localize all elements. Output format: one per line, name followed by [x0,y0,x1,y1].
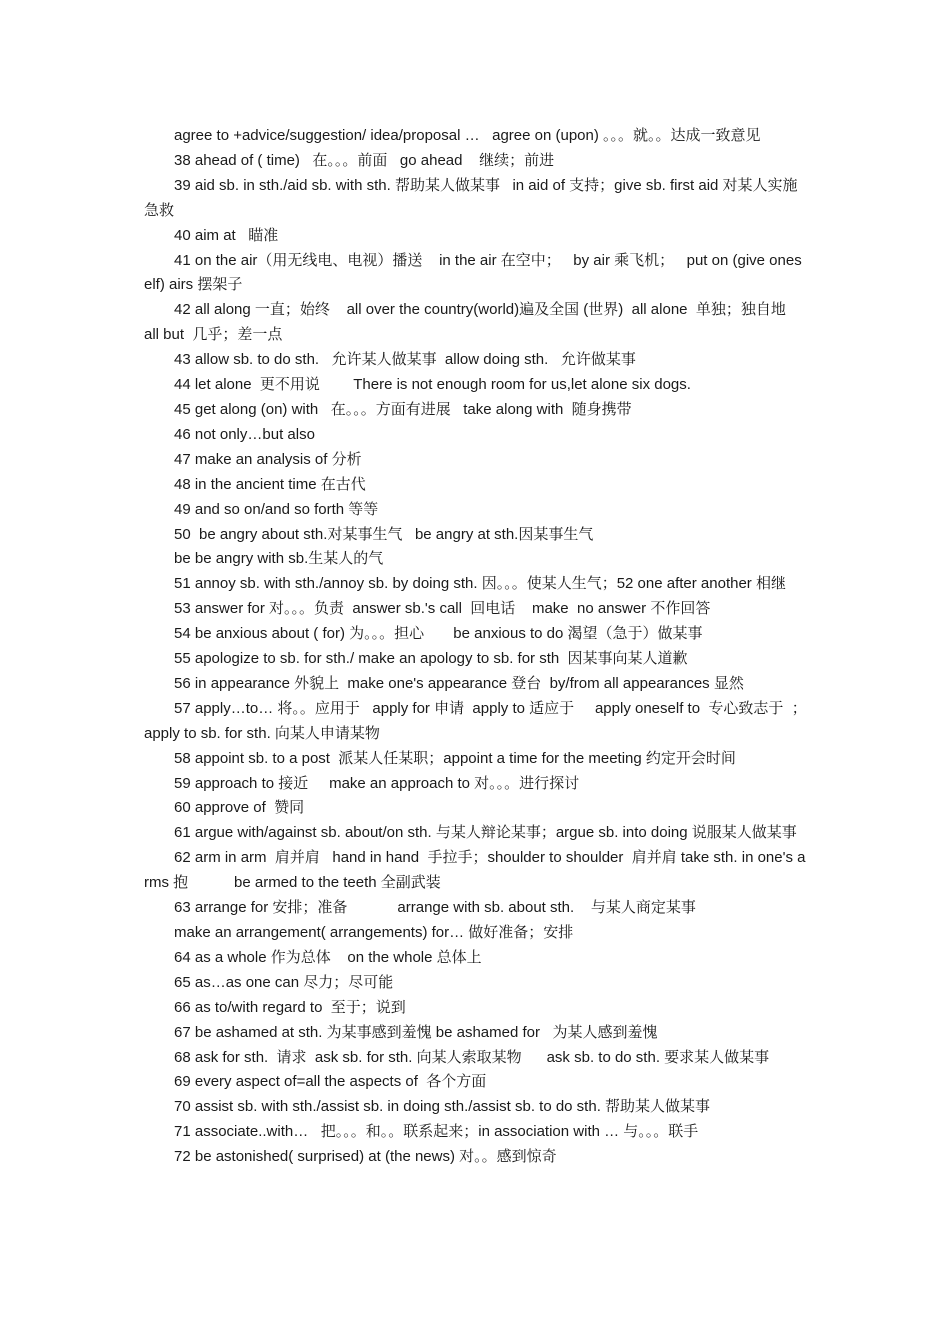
text-line: 66 as to/with regard to 至于；说到 [174,998,406,1016]
text-line: 58 appoint sb. to a post 派某人任某职；appoint a time for the meeting 约定开会时间 [174,749,736,767]
text-line: 44 let alone 更不用说 There is not enough room for us,let alone six dogs. [174,376,691,394]
text-line: 48 in the ancient time 在古代 [174,475,366,493]
text-line: 38 ahead of ( time) 在。。。前面 go ahead 继续；前进 [174,151,555,169]
text-line: 43 allow sb. to do sth. 允许某人做某事 allow doing sth. 允许做某事 [174,351,636,369]
text-line: 46 not only…but also [174,425,315,443]
text-line: 42 all along 一直；始终 all over the country(world)遍及全国 (世界) all alone 单独；独自地 all but 几乎；差一点 [144,301,803,344]
text-line: 60 approve of 赞同 [174,799,305,817]
text-line: 70 assist sb. with sth./assist sb. in doing sth./assist sb. to do sth. 帮助某人做某事 [174,1098,711,1116]
text-line: 39 aid sb. in sth./aid sb. with sth. 帮助某人做某事 in aid of 支持；give sb. first aid 对某人实施急救 [144,176,798,219]
text-line: 72 be astonished( surprised) at (the news) 对。。感到惊奇 [174,1148,557,1166]
text-line: 40 aim at 瞄准 [174,226,279,244]
text-line: 64 as a whole 作为总体 on the whole 总体上 [174,948,482,966]
text-line: 41 on the air（用无线电、电视）播送 in the air 在空中； by air 乘飞机； put on (give oneself) airs 摆架子 [144,251,802,294]
text-line: 71 associate..with… 把。。。和。。联系起来；in association with … 与。。。联手 [174,1123,699,1141]
text-line: 53 answer for 对。。。负责 answer sb.'s call 回电话 make no answer 不作回答 [174,600,711,618]
text-line: 50 be angry about sth.对某事生气 be angry at sth.因某事生气 [174,525,594,543]
document-body [144,124,816,1170]
text-line: 45 get along (on) with 在。。。方面有进展 take along with 随身携带 [174,400,632,418]
text-line: agree to +advice/suggestion/ idea/proposal … agree on (upon) 。。。就。。达成一致意见 [174,127,761,144]
text-line: 54 be anxious about ( for) 为。。。担心 be anxious to do 渴望（急于）做某事 [174,625,703,643]
text-line: 67 be ashamed at sth. 为某事感到羞愧 be ashamed for 为某人感到羞愧 [174,1023,658,1041]
text-line: 63 arrange for 安排；准备 arrange with sb. about sth. 与某人商定某事 [174,899,696,917]
text-line: 51 annoy sb. with sth./annoy sb. by doing sth. 因。。。使某人生气；52 one after another 相继 [174,575,786,593]
text-line: 55 apologize to sb. for sth./ make an apology to sb. for sth 因某事向某人道歉 [174,650,688,668]
text-line: 65 as…as one can 尽力；尽可能 [174,973,394,991]
text-line: 68 ask for sth. 请求 ask sb. for sth. 向某人索取某物 ask sb. to do sth. 要求某人做某事 [174,1048,770,1066]
text-line: make an arrangement( arrangements) for… 做好准备；安排 [174,924,574,941]
text-line: 47 make an analysis of 分析 [174,450,362,468]
text-line: 56 in appearance 外貌上 make one's appearance 登台 by/from all appearances 显然 [174,674,744,692]
text-line: 57 apply…to… 将。。应用于 apply for 申请 apply to 适应于 apply oneself to 专心致志于 ； apply to sb. for sth. 向某人申请某物 [144,699,816,742]
text-line: 49 and so on/and so forth 等等 [174,500,379,518]
text-line: 59 approach to 接近 make an approach to 对。。。进行探讨 [174,774,580,792]
text-line: be be angry with sb.生某人的气 [174,550,384,568]
text-line: 62 arm in arm 肩并肩 hand in hand 手拉手；shoulder to shoulder 肩并肩 take sth. in one's arms 抱 be armed to the teeth 全副武装 [144,849,806,892]
text-line: 69 every aspect of=all the aspects of 各个方面 [174,1073,487,1091]
text-line: 61 argue with/against sb. about/on sth. 与某人辩论某事；argue sb. into doing 说服某人做某事 [174,824,797,842]
